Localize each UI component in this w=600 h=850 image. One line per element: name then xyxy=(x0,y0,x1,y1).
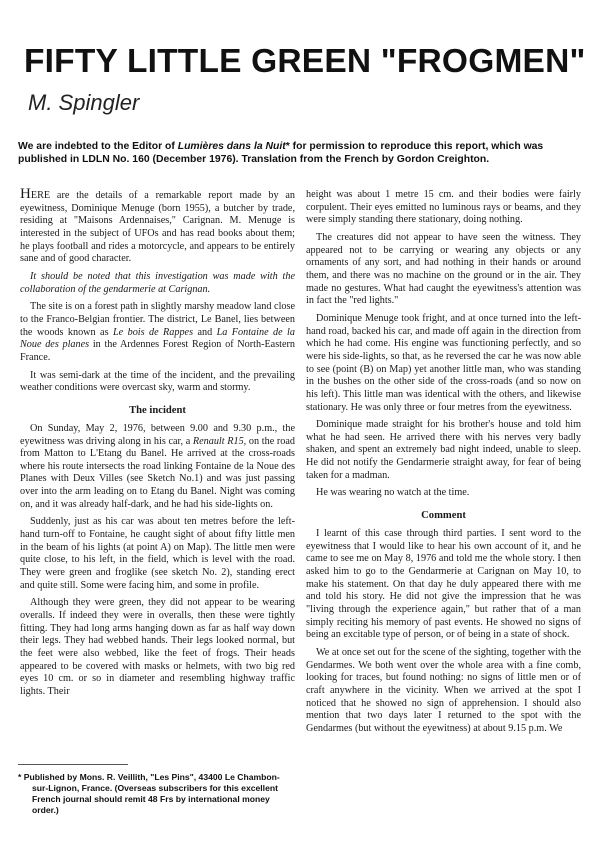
italic-note: It should be noted that this investigation was made with the collaboration of the gendarmerie at Carignan. xyxy=(20,270,295,295)
article-author: M. Spingler xyxy=(28,90,140,115)
paragraph-text: and xyxy=(193,326,217,338)
paragraph-text: ERE are the details of a remarkable report made by an eyewitness, Dominique Menuge (born 1955), a butcher by trade, residing at "Maisons Ardennaises," Carignan. M. Menuge is interested in the subject of UFOs and has read books about them; he plays football and rides a motorcycle, and appears to be entirely sane and of good character. xyxy=(20,190,295,265)
editorial-intro xyxy=(18,140,578,167)
paragraph: Dominique made straight for his brother's house and told him what he had seen. He arrived there with his nerves very badly shaken, and spent an extremely bad night indeed, unable to sleep. He did not notify the Gendarmerie straight away, for fear of being taken for a madman. xyxy=(306,419,581,481)
paragraph: Although they were green, they did not appear to be wearing overalls. If indeed they were in overalls, then these were tightly fitting. They had long arms hanging down as far as half way down their legs. They had webbed hands. Their legs looked normal, but the feet were also webbed, like the feet of frogs. Their heads appeared to be covered with masks or helmets, with two big red eyes 10 cm. or so in diameter and resembling highway traffic lights. Their xyxy=(20,597,295,697)
paragraph-text: in the Ardennes Forest Region of North-Eastern France. xyxy=(20,339,296,363)
intro-text-start: We are indebted to the Editor of xyxy=(18,141,178,152)
paragraph: We at once set out for the scene of the sighting, together with the Gendarmes. We both went over the whole area with a fine comb, looking for traces, but found nothing: no signs of little men or of craft anywhere in the vicinity. When we arrived at the spot I noticed that he showed no sign of apprehension. I should also mention that two days later I returned to the spot with the Gendarmes (but without the eyewitness) at about 9.15 p.m. We xyxy=(306,647,581,734)
paragraph-text: On Sunday, May 2, 1976, between 9.00 and 9.30 p.m., the eyewitness was driving along in his car, a xyxy=(20,422,295,447)
paragraph xyxy=(20,301,295,364)
article-title: FIFTY LITTLE GREEN "FROGMEN" xyxy=(24,43,586,80)
paragraph-text: The site is on a forest path in slightly marshy meadow land close to the Franco-Belgian frontier. The district, Le Banel, lies between the woods known as xyxy=(20,301,295,338)
section-heading-comment: Comment xyxy=(421,510,466,522)
paragraph xyxy=(20,423,295,512)
paragraph: Suddenly, just as his car was about ten metres before the left-hand turn-off to Fontaine, he caught sight of about fifty little men in the beam of his lights (at point A) on Map). The little men were quite close, to his left, in the field, which is level with the road. They were green and froglike (see sketch No. 2), standing erect and quite still. Some were facing him, and some in profile. xyxy=(20,516,295,591)
paragraph: I learnt of this case through third parties. I sent word to the eyewitness that I would like to hear his own account of it, and he came to see me on May 8, 1976 and told me the whole story. I then asked him to go to the Gendarmerie at Carignan on May 10, to make his statement. On that day he duly appeared there with me and told his story. He did not give the impression that he was "living through the experience again," but rather that of a man simply reciting his memory of past events. He showed no signs of being an excitable type of person, or of being in a state of shock. xyxy=(306,528,581,641)
footnote-rule xyxy=(18,764,128,765)
paragraph xyxy=(20,186,295,266)
footnote xyxy=(18,772,290,816)
place-name: Le bois de Rappes xyxy=(112,326,194,338)
place-name: La Fontaine de la Noue des planes xyxy=(20,326,295,351)
section-heading-incident: The incident xyxy=(129,404,186,416)
footnote-text: * Published by Mons. R. Veillith, "Les Pins", 43400 Le Chambon-sur-Lignon, France. (Overseas subscribers for this excellent French journal should remit 48 Frs by international money order.) xyxy=(18,772,280,815)
drop-cap: H xyxy=(20,186,31,202)
paragraph: It was semi-dark at the time of the incident, and the prevailing weather conditions were overcast sky, warm and stormy. xyxy=(20,369,295,394)
paragraph: The creatures did not appear to have seen the witness. They appeared not to be carrying or wearing any objects or any ornaments of any sort, and had nothing in their hands or around them, and there was no machine on the ground or in the air. They made no gestures. What had caught the eyewitness's attention was in fact the "red lights." xyxy=(306,231,581,307)
paragraph: He was wearing no watch at the time. xyxy=(316,487,470,499)
footnote-marker: * xyxy=(285,141,290,152)
paragraph: Dominique Menuge took fright, and at once turned into the left-hand road, backed his car, and made off again in the direction from which he had come. His engine was functioning perfectly, and so were his side-lights, so that, as he reversed the car he was now able to see (point (B) on Map) yet another little man, who was standing in the bushes on the other side of the cross-roads (and so now on his left). This little man was identical with the others, and likewise stationary. He was only three or four metres from the eyewitness. xyxy=(306,312,581,413)
right-column xyxy=(306,189,581,741)
left-column xyxy=(20,186,296,704)
car-model: Renault R15, xyxy=(192,435,247,447)
paragraph: height was about 1 metre 15 cm. and their bodies were fairly corpulent. Their eyes emitted no luminous rays or beams, and they were simply standing there stationary, doing nothing. xyxy=(306,189,581,226)
journal-name: Lumières dans la Nuit xyxy=(177,141,286,152)
paragraph-text: on the road from Matton to L'Etang du Banel. He arrived at the cross-roads where his route intersects the road linking Fontaine de la Noue des Planes with Deux Villes (see Sketch No.1) and was just passing over into the arm leading on to Etang du Banel. Night was coming on, and it was already half-dark, and he had his side-lights on. xyxy=(20,435,295,510)
intro-text-end: for permission to reproduce this report, which was published in LDLN No. 160 (December 1976). Translation from the French by Gordon Creighton. xyxy=(18,141,544,166)
